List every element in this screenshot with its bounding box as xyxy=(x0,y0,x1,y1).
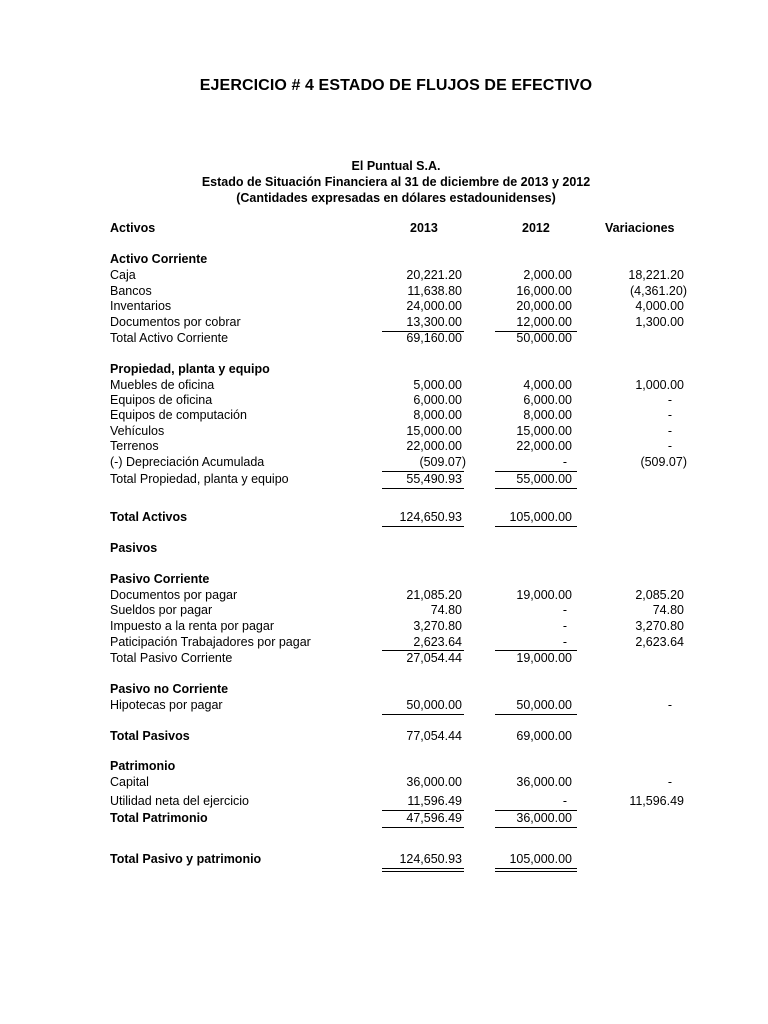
double-rule xyxy=(382,868,464,869)
double-rule xyxy=(495,871,577,872)
row-label: Caja xyxy=(110,268,136,282)
value-2013: 5,000.00 xyxy=(413,378,462,392)
row-label: Capital xyxy=(110,775,149,789)
units-note: (Cantidades expresadas en dólares estadounidenses) xyxy=(236,191,556,205)
total-row xyxy=(0,650,768,666)
value-variacion: 2,623.64 xyxy=(635,635,684,649)
value-2013: 50,000.00 xyxy=(406,698,462,712)
value-2012: 8,000.00 xyxy=(523,408,572,422)
total-2012: 50,000.00 xyxy=(516,331,572,345)
page-title: EJERCICIO # 4 ESTADO DE FLUJOS DE EFECTIVO xyxy=(199,77,593,94)
subtotal-rule xyxy=(495,714,577,715)
value-variacion: (4,361.20) xyxy=(630,284,687,298)
table-row xyxy=(0,793,768,809)
activo-corriente-heading: Activo Corriente xyxy=(110,252,208,266)
value-2013: 6,000.00 xyxy=(413,393,462,407)
row-label: Paticipación Trabajadores por pagar xyxy=(110,635,311,649)
table-row xyxy=(0,454,768,470)
value-2013: 36,000.00 xyxy=(406,775,462,789)
total-2013: 124,650.93 xyxy=(399,852,462,866)
value-variacion: 2,085.20 xyxy=(635,588,684,602)
table-row xyxy=(0,407,768,423)
subtotal-rule xyxy=(495,488,577,489)
value-2013: 8,000.00 xyxy=(413,408,462,422)
row-label: Documentos por cobrar xyxy=(110,315,241,329)
value-2013: 22,000.00 xyxy=(406,439,462,453)
table-row xyxy=(0,438,768,454)
subtotal-rule xyxy=(382,827,464,828)
total-2013: 69,160.00 xyxy=(406,331,462,345)
row-label: Utilidad neta del ejercicio xyxy=(110,794,249,808)
section-heading xyxy=(0,540,768,556)
value-2013: (509.07) xyxy=(419,455,466,469)
grand-total-row xyxy=(0,728,768,744)
total-label: Total Patrimonio xyxy=(110,811,208,825)
value-2012: 50,000.00 xyxy=(516,698,572,712)
total-label: Total Propiedad, planta y equipo xyxy=(110,472,289,486)
row-label: (-) Depreciación Acumulada xyxy=(110,455,265,469)
total-2012: 105,000.00 xyxy=(509,852,572,866)
value-2012: 20,000.00 xyxy=(516,299,572,313)
ppe-heading: Propiedad, planta y equipo xyxy=(110,362,270,376)
table-row xyxy=(0,618,768,634)
value-2012: - xyxy=(562,794,567,808)
value-2012: 36,000.00 xyxy=(516,775,572,789)
total-label: Total Pasivo Corriente xyxy=(110,651,233,665)
total-2013: 47,596.49 xyxy=(406,811,462,825)
value-2012: 12,000.00 xyxy=(516,315,572,329)
value-2012: 22,000.00 xyxy=(516,439,572,453)
value-variacion: 4,000.00 xyxy=(635,299,684,313)
value-2012: 16,000.00 xyxy=(516,284,572,298)
section-heading xyxy=(0,681,768,697)
total-label: Total Pasivo y patrimonio xyxy=(110,852,262,866)
total-row xyxy=(0,471,768,487)
value-variacion: - xyxy=(667,439,672,453)
total-2013: 77,054.44 xyxy=(406,729,462,743)
value-variacion: 18,221.20 xyxy=(628,268,684,282)
total-2012: 36,000.00 xyxy=(516,811,572,825)
section-heading xyxy=(0,361,768,377)
value-2013: 3,270.80 xyxy=(413,619,462,633)
table-row xyxy=(0,283,768,299)
grand-total-row xyxy=(0,851,768,867)
value-variacion: - xyxy=(667,393,672,407)
section-heading xyxy=(0,758,768,774)
table-row xyxy=(0,587,768,603)
value-2012: - xyxy=(562,635,567,649)
value-variacion: 74.80 xyxy=(652,603,684,617)
column-header-2013: 2013 xyxy=(410,221,438,235)
value-2013: 21,085.20 xyxy=(406,588,462,602)
row-label: Documentos por pagar xyxy=(110,588,238,602)
row-label: Inventarios xyxy=(110,299,172,313)
double-rule xyxy=(495,868,577,869)
value-2013: 74.80 xyxy=(430,603,462,617)
row-label: Vehículos xyxy=(110,424,165,438)
value-2012: 4,000.00 xyxy=(523,378,572,392)
double-rule xyxy=(382,871,464,872)
total-2012: 55,000.00 xyxy=(516,472,572,486)
row-label: Muebles de oficina xyxy=(110,378,215,392)
table-row xyxy=(0,267,768,283)
value-2012: - xyxy=(562,619,567,633)
row-label: Equipos de oficina xyxy=(110,393,213,407)
value-2013: 24,000.00 xyxy=(406,299,462,313)
row-label: Bancos xyxy=(110,284,152,298)
column-header-row xyxy=(0,220,768,236)
value-variacion: 1,000.00 xyxy=(635,378,684,392)
value-variacion: - xyxy=(667,408,672,422)
total-2013: 55,490.93 xyxy=(406,472,462,486)
section-heading xyxy=(0,251,768,267)
subtotal-rule xyxy=(382,714,464,715)
value-2012: 15,000.00 xyxy=(516,424,572,438)
table-row xyxy=(0,634,768,650)
table-row xyxy=(0,298,768,314)
section-heading xyxy=(0,571,768,587)
total-label: Total Activo Corriente xyxy=(110,331,229,345)
total-2012: 105,000.00 xyxy=(509,510,572,524)
row-label: Terrenos xyxy=(110,439,159,453)
total-row xyxy=(0,810,768,826)
value-2013: 13,300.00 xyxy=(406,315,462,329)
pasivos-heading: Pasivos xyxy=(110,541,158,555)
value-2012: - xyxy=(562,455,567,469)
value-2012: 2,000.00 xyxy=(523,268,572,282)
value-variacion: 1,300.00 xyxy=(635,315,684,329)
column-header-2012: 2012 xyxy=(522,221,550,235)
row-label: Equipos de computación xyxy=(110,408,247,422)
total-label: Total Pasivos xyxy=(110,729,190,743)
value-variacion: - xyxy=(667,698,672,712)
table-row xyxy=(0,423,768,439)
statement-title: Estado de Situación Financiera al 31 de diciembre de 2013 y 2012 xyxy=(201,175,591,189)
value-2013: 2,623.64 xyxy=(413,635,462,649)
value-2012: 19,000.00 xyxy=(516,588,572,602)
patrimonio-heading: Patrimonio xyxy=(110,759,176,773)
value-2012: 6,000.00 xyxy=(523,393,572,407)
value-2013: 11,596.49 xyxy=(407,794,462,808)
pasivo-corriente-heading: Pasivo Corriente xyxy=(110,572,210,586)
total-2012: 19,000.00 xyxy=(516,651,572,665)
table-row xyxy=(0,392,768,408)
value-2013: 20,221.20 xyxy=(406,268,462,282)
table-row xyxy=(0,774,768,790)
value-2013: 11,638.80 xyxy=(407,284,462,298)
total-row xyxy=(0,330,768,346)
column-header-activos: Activos xyxy=(110,221,156,235)
row-label: Sueldos por pagar xyxy=(110,603,213,617)
column-header-variaciones: Variaciones xyxy=(605,221,675,235)
table-row xyxy=(0,697,768,713)
row-label: Hipotecas por pagar xyxy=(110,698,223,712)
value-variacion: 11,596.49 xyxy=(629,794,684,808)
subtotal-rule xyxy=(495,827,577,828)
table-row xyxy=(0,602,768,618)
total-rule xyxy=(495,526,577,527)
company-name: El Puntual S.A. xyxy=(351,159,441,173)
value-variacion: - xyxy=(667,775,672,789)
grand-total-row xyxy=(0,509,768,525)
subtotal-rule xyxy=(382,488,464,489)
value-variacion: - xyxy=(667,424,672,438)
row-label: Impuesto a la renta por pagar xyxy=(110,619,274,633)
pasivo-no-corriente-heading: Pasivo no Corriente xyxy=(110,682,229,696)
value-variacion: 3,270.80 xyxy=(635,619,684,633)
value-2013: 15,000.00 xyxy=(406,424,462,438)
table-row xyxy=(0,377,768,393)
table-row xyxy=(0,314,768,330)
total-label: Total Activos xyxy=(110,510,188,524)
total-2013: 124,650.93 xyxy=(399,510,462,524)
total-2013: 27,054.44 xyxy=(406,651,462,665)
total-2012: 69,000.00 xyxy=(516,729,572,743)
total-rule xyxy=(382,526,464,527)
value-variacion: (509.07) xyxy=(640,455,687,469)
value-2012: - xyxy=(562,603,567,617)
